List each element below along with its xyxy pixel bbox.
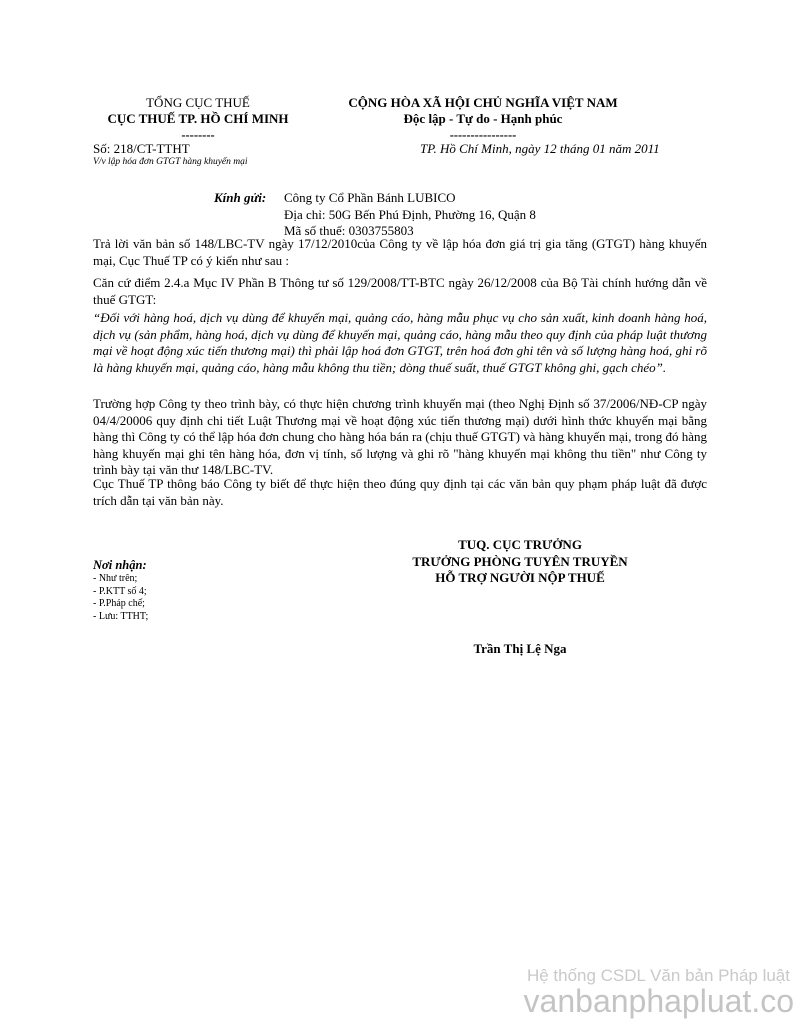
header-right [328, 95, 638, 143]
recipient-item: - Lưu: TTHT; [93, 610, 149, 622]
header-right-divider: ---------------- [449, 128, 517, 142]
addressee-tax-code: Mã số thuế: 0303755803 [284, 223, 414, 238]
watermark-caption: Hệ thống CSDL Văn bản Pháp luật [526, 966, 790, 985]
recipient-item: - P.KTT số 4; [93, 585, 147, 597]
body-paragraph-5: Cục Thuế TP thông báo Công ty biết để thực hiện theo đúng quy định tại các văn bản quy phạm pháp luật đã được trích dẫn tại văn bản này. [93, 476, 707, 508]
recipients-title: Nơi nhận: [93, 558, 147, 572]
body-paragraph-quote: “Đối với hàng hoá, dịch vụ dùng để khuyến mại, quảng cáo, hàng mẫu phục vụ cho sản xuất, kinh doanh hàng hoá, dịch vụ (sản phẩm, hàng hoá, dịch vụ dùng để khuyến mại, quảng cáo, hàng mẫu theo quy định của pháp luật thương mại về hoạt động xúc tiến thương mại) thì phải lập hoá đơn GTGT, trên hoá đơn ghi tên và số lượng hàng hoá, ghi rõ là hàng khuyến mại, quảng cáo, hàng mẫu không thu tiền; dòng thuế suất, thuế GTGT không ghi, gạch chéo”. [93, 310, 707, 375]
office-name: CỤC THUẾ TP. HỒ CHÍ MINH [107, 111, 289, 126]
addressee-company: Công ty Cổ Phần Bánh LUBICO [284, 190, 456, 205]
body-paragraph-4: Trường hợp Công ty theo trình bày, có thực hiện chương trình khuyến mại (theo Nghị Định số 37/2006/NĐ-CP ngày 04/4/20006 quy định chi tiết Luật Thương mại về hoạt động xúc tiến thương mại) dưới hình thức khuyến mại bằng hàng thì Công ty có thể lập hóa đơn chung cho hàng hóa bán ra (chịu thuế GTGT) và hàng khuyến mại, trong đó hàng hàng khuyến mại ghi tên hàng hóa, đơn vị tính, số lượng và ghi rõ "hàng khuyến mại không thu tiền" như Công ty trình bày tại văn thư 148/LBC-TV. [93, 396, 707, 478]
signature-line-2: TRƯỞNG PHÒNG TUYÊN TRUYỀN [412, 553, 628, 569]
addressee-label: Kính gửi: [214, 190, 267, 205]
document-subject: V/v lập hóa đơn GTGT hàng khuyến mại [93, 157, 248, 167]
recipient-item: - P.Pháp chế; [93, 598, 145, 609]
recipient-item: - Như trên; [93, 573, 138, 584]
signature-line-3: HỖ TRỢ NGƯỜI NỘP THUẾ [435, 570, 605, 585]
addressee-address: Địa chỉ: 50G Bến Phú Định, Phường 16, Quận 8 [284, 206, 536, 222]
signature-line-1: TUQ. CỤC TRƯỞNG [458, 537, 582, 552]
nation-motto: Độc lập - Tự do - Hạnh phúc [403, 111, 563, 126]
header-left-divider: -------- [181, 128, 215, 142]
body-paragraph-2: Căn cứ điểm 2.4.a Mục IV Phần B Thông tư số 129/2008/TT-BTC ngày 26/12/2008 của Bộ Tài chính hướng dẫn về thuế GTGT: [93, 275, 707, 307]
header-left [93, 95, 303, 143]
place-date: TP. Hồ Chí Minh, ngày 12 tháng 01 năm 2011 [420, 141, 660, 156]
watermark-site: vanbanphapluat.co [523, 983, 794, 1019]
signature-title-block [390, 537, 650, 587]
signer-name: Trần Thị Lệ Nga [473, 641, 567, 656]
agency-name: TỔNG CỤC THUẾ [146, 95, 250, 110]
addressee-block [284, 190, 536, 240]
body-paragraph-1: Trả lời văn bản số 148/LBC-TV ngày 17/12/2010của Công ty về lập hóa đơn giá trị gia tăng (GTGT) hàng khuyến mại, Cục Thuế TP có ý kiến như sau : [93, 236, 707, 268]
document-number: Số: 218/CT-TTHT [93, 141, 190, 156]
nation-title: CỘNG HÒA XÃ HỘI CHỦ NGHĨA VIỆT NAM [348, 95, 618, 110]
